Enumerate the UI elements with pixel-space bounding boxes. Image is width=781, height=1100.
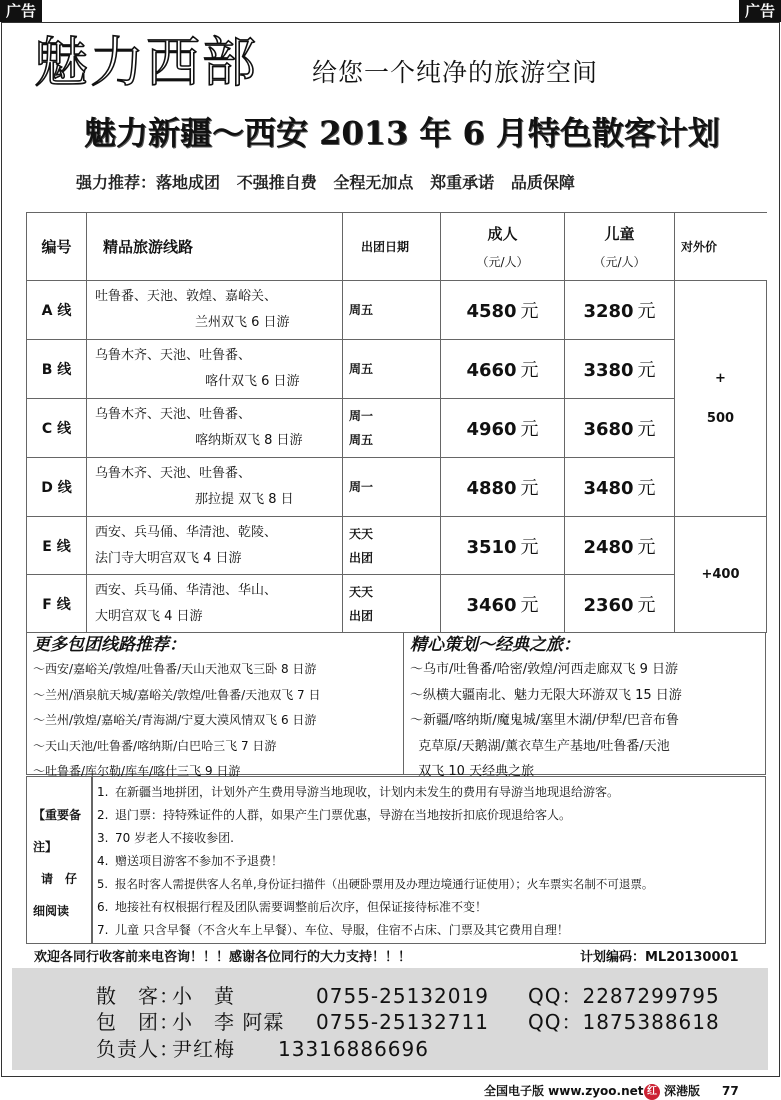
table-row	[27, 517, 767, 575]
route-line-1: 西安、兵马俑、华清池、乾陵、	[95, 524, 278, 540]
route-line-1: 乌鲁木齐、天池、吐鲁番、	[95, 466, 252, 481]
list-item: ～兰州/敦煌/嘉峪关/青海湖/宁夏大漠风情双飞 6 日游	[33, 713, 317, 727]
date-line-1: 周一	[349, 409, 374, 423]
header-child-label: 儿童	[604, 224, 635, 243]
route-code: E 线	[27, 517, 87, 575]
list-item: ～兰州/酒泉航天城/嘉峪关/敦煌/吐鲁番/天池双飞 7 日	[33, 687, 321, 702]
contact-qq: 2287299795	[582, 984, 720, 1008]
route-line-2: 那拉提 双飞 8 日	[195, 492, 294, 507]
child-price	[565, 458, 675, 517]
price-unit: 元	[637, 360, 656, 381]
table-row	[27, 458, 767, 517]
classic-routes-title: 精心策划～经典之旅：	[410, 635, 580, 655]
child-price-value: 2360	[583, 594, 634, 616]
child-price	[565, 575, 675, 633]
adult-price	[441, 458, 565, 517]
header-date: 出团日期	[343, 213, 441, 281]
adult-price-value: 4660	[466, 360, 517, 381]
note-text: 地接社有权根据行程及团队需要调整前后次序，但保证接待标准不变！	[115, 900, 488, 914]
contact-row	[96, 1008, 720, 1036]
route-code: C 线	[27, 399, 87, 458]
date-line-1: 周五	[349, 303, 374, 317]
route-code: F 线	[27, 575, 87, 633]
route-line-1: 乌鲁木齐、天池、吐鲁番、	[95, 348, 252, 363]
contact-qq-label: QQ：	[528, 984, 583, 1008]
departure-date	[343, 281, 441, 340]
route-desc	[87, 399, 343, 458]
note-text: 儿童 只含早餐（不含火车上早餐）、车位、导服，住宿不占床、门票及其它费用自理！	[115, 923, 569, 937]
adult-price	[441, 340, 565, 399]
child-price-value: 3280	[583, 301, 634, 322]
contact-phone: 0755-25132019	[316, 984, 489, 1008]
route-desc	[87, 458, 343, 517]
list-item: ～吐鲁番/库尔勒/库车/喀什三飞 9 日游	[33, 764, 241, 778]
notes-label	[26, 776, 92, 944]
date-line-1: 天天	[349, 526, 374, 541]
plan-code: 计划编码：ML20130001	[580, 950, 739, 965]
adult-price-value: 4580	[466, 301, 517, 322]
list-item: 克草原/天鹅湖/薰衣草生产基地/吐鲁番/天池	[410, 738, 670, 754]
adult-price	[441, 575, 565, 633]
note-item	[97, 850, 765, 873]
route-line-2: 喀什双飞 6 日游	[205, 374, 300, 389]
contact-name: 小 黄	[172, 984, 235, 1008]
notes-label-line-3: 请 仔	[41, 872, 78, 886]
header-external: 对外价	[675, 213, 767, 281]
child-price	[565, 399, 675, 458]
plan-title: 魅力新疆～西安 2013 年 6 月特色散客计划	[84, 114, 720, 152]
external-value: 500	[706, 410, 735, 426]
notes-label-line-2: 注】	[33, 840, 58, 854]
table-row	[27, 399, 767, 458]
recommend-line: 强力推荐：落地成团 不强推自费 全程无加点 郑重承诺 品质保障	[76, 173, 575, 192]
child-price-value: 3380	[583, 360, 634, 381]
contact-name: 尹红梅	[172, 1037, 235, 1061]
contact-name: 小 李 阿霖	[172, 1010, 285, 1034]
child-price	[565, 340, 675, 399]
route-code: B 线	[27, 340, 87, 399]
header-code: 编号	[27, 213, 87, 281]
adult-price-value: 4960	[466, 419, 517, 440]
adult-price-value: 3460	[466, 594, 517, 616]
list-item: ～纵横大疆南北、魅力无限大环游双飞 15 日游	[410, 687, 682, 703]
table-header-row	[27, 213, 767, 281]
adult-price-value: 3510	[466, 536, 517, 558]
list-item: ～新疆/喀纳斯/魔鬼城/塞里木湖/伊犁/巴音布鲁	[410, 713, 679, 728]
route-line-2: 兰州双飞 6 日游	[195, 315, 290, 330]
note-text: 在新疆当地拼团，计划外产生费用导游当地现收，计划内未发生的费用有导游当地现退给游客。	[115, 785, 620, 799]
route-code: D 线	[27, 458, 87, 517]
footer-site: 全国电子版 www.zyoo.net	[484, 1084, 644, 1098]
price-unit: 元	[520, 594, 539, 616]
note-number: 4.	[97, 854, 109, 868]
departure-date	[343, 399, 441, 458]
footer-edition: 深港版	[664, 1084, 701, 1098]
date-line-1: 天天	[349, 584, 374, 599]
price-unit: 元	[637, 536, 656, 558]
route-desc	[87, 517, 343, 575]
price-unit: 元	[520, 419, 539, 440]
price-unit: 元	[520, 536, 539, 558]
route-desc	[87, 281, 343, 340]
date-line-1: 周五	[349, 362, 374, 376]
note-number: 7.	[97, 923, 109, 937]
contact-phone: 0755-25132711	[316, 1010, 489, 1034]
note-item	[97, 827, 765, 850]
price-unit: 元	[637, 478, 656, 499]
child-price	[565, 517, 675, 575]
list-item: ～乌市/吐鲁番/哈密/敦煌/河西走廊双飞 9 日游	[410, 662, 679, 677]
departure-date	[343, 575, 441, 633]
route-desc	[87, 575, 343, 633]
price-unit: 元	[520, 478, 539, 499]
note-item	[97, 919, 765, 942]
child-price-value: 2480	[583, 536, 634, 558]
route-line-1: 吐鲁番、天池、敦煌、嘉峪关、	[95, 289, 278, 304]
note-text: 赠送项目游客不参加不予退费！	[115, 854, 284, 868]
date-line-2: 出团	[349, 550, 374, 565]
brand-slogan: 给您一个纯净的旅游空间	[312, 58, 599, 87]
price-unit: 元	[637, 419, 656, 440]
note-number: 5.	[97, 877, 108, 891]
table-row	[27, 575, 767, 633]
route-code: A 线	[27, 281, 87, 340]
note-number: 6.	[97, 900, 109, 914]
contact-phone: 13316886696	[278, 1037, 429, 1061]
departure-date	[343, 340, 441, 399]
route-line-1: 乌鲁木齐、天池、吐鲁番、	[95, 407, 252, 422]
more-routes-title: 更多包团线路推荐：	[33, 635, 186, 655]
tour-table	[26, 212, 767, 633]
list-item: 双飞 10 天经典之旅	[410, 764, 535, 779]
external-price-a-d	[675, 281, 767, 517]
price-unit: 元	[637, 301, 656, 322]
header-child	[565, 213, 675, 281]
date-line-1: 周一	[349, 480, 374, 494]
classic-routes-box	[404, 632, 766, 779]
route-line-1: 西安、兵马俑、华清池、华山、	[95, 582, 278, 598]
note-number: 1.	[97, 785, 109, 799]
more-routes-box	[26, 632, 404, 778]
header-adult	[441, 213, 565, 281]
price-unit: 元	[520, 360, 539, 381]
header-route: 精品旅游线路	[87, 213, 343, 281]
header-child-unit: （元/人）	[593, 254, 646, 269]
date-line-2: 周五	[349, 433, 374, 447]
footer-page: 77	[722, 1084, 739, 1098]
notes-label-line-1: 【重要备	[33, 808, 82, 822]
contact-qq: 1875388618	[582, 1010, 720, 1034]
route-line-2: 大明宫双飞 4 日游	[95, 608, 203, 624]
departure-date	[343, 458, 441, 517]
note-item	[97, 896, 765, 919]
route-desc	[87, 340, 343, 399]
adult-price	[441, 517, 565, 575]
note-item	[97, 873, 765, 896]
adult-price	[441, 399, 565, 458]
brand-title: 魅力西部	[34, 31, 258, 94]
note-item	[97, 781, 765, 804]
note-number: 2.	[97, 808, 109, 822]
notes-list	[92, 776, 766, 944]
adult-price-value: 4880	[466, 478, 517, 499]
contact-row	[96, 982, 720, 1010]
contact-row	[96, 1035, 429, 1063]
route-line-2: 喀纳斯双飞 8 日游	[195, 433, 303, 448]
route-line-2: 法门寺大明宫双飞 4 日游	[95, 550, 242, 566]
list-item: ～天山天池/吐鲁番/喀纳斯/白巴哈三飞 7 日游	[33, 738, 277, 753]
ad-tag-left: 广告	[0, 0, 42, 22]
contact-role: 散 客：	[96, 984, 180, 1008]
note-number: 3.	[97, 831, 109, 845]
child-price-value: 3680	[583, 419, 634, 440]
note-item	[97, 804, 765, 827]
footer-seal	[644, 1082, 660, 1100]
list-item: ～西安/嘉峪关/敦煌/吐鲁番/天山天池双飞三卧 8 日游	[33, 662, 317, 676]
contact-qq-label: QQ：	[528, 1010, 583, 1034]
header-adult-unit: （元/人）	[476, 254, 529, 269]
adult-price	[441, 281, 565, 340]
table-row	[27, 340, 767, 399]
note-text: 退门票：持特殊证件的人群，如果产生门票优惠，导游在当地按折扣底价现退给客人。	[115, 808, 572, 822]
external-price-e-f: +400	[675, 517, 767, 633]
note-text: 70 岁老人不接收参团.	[115, 831, 234, 845]
contact-role: 包 团：	[96, 1010, 180, 1034]
welcome-line: 欢迎各同行收客前来电咨询！！！感谢各位同行的大力支持！！！	[34, 950, 412, 965]
header-adult-label: 成人	[487, 224, 518, 243]
ad-tag-right: 广告	[739, 0, 781, 22]
notes-label-line-4: 细阅读	[33, 904, 70, 918]
external-plus: +	[715, 370, 726, 386]
note-text: 报名时客人需提供客人名单,身份证扫描件（出硬卧票用及办理边境通行证使用）；火车票实名制不可退票。	[115, 877, 654, 891]
table-row	[27, 281, 767, 340]
contact-role: 负责人：	[96, 1037, 180, 1061]
seal-icon: 红	[644, 1084, 660, 1100]
child-price-value: 3480	[583, 478, 634, 499]
price-unit: 元	[520, 301, 539, 322]
date-line-2: 出团	[349, 608, 374, 623]
departure-date	[343, 517, 441, 575]
child-price	[565, 281, 675, 340]
price-unit: 元	[637, 594, 656, 616]
